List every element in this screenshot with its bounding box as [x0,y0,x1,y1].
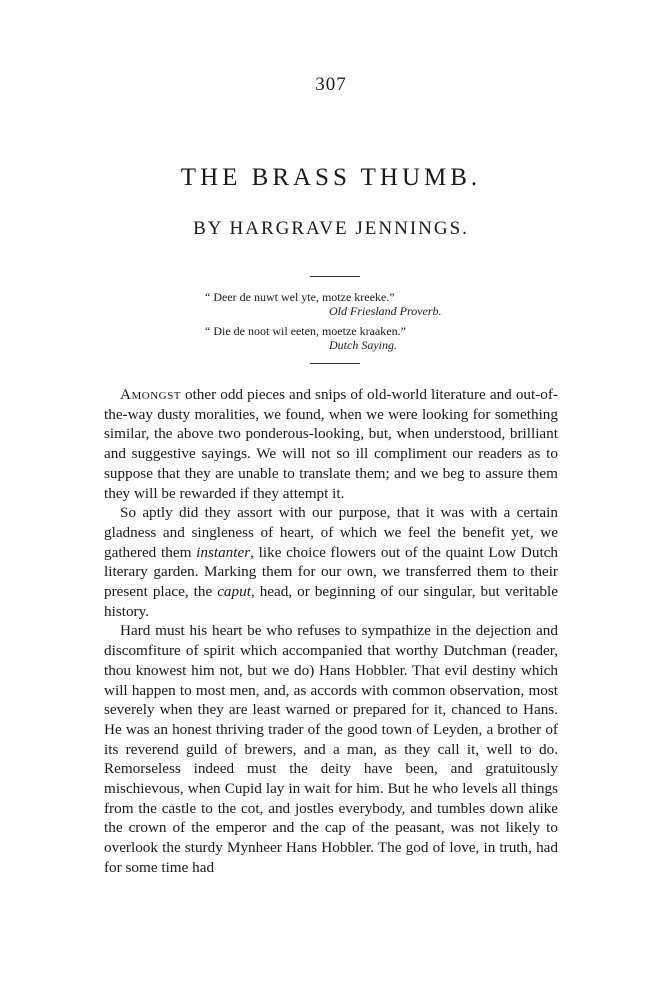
epigraph-1 [205,290,505,318]
article-body [104,385,558,878]
epigraph-quote: “ Die de noot wil eeten, moetze kraaken.” [205,324,406,338]
epigraph-source: Dutch Saying. [329,338,397,352]
epigraph-quote: “ Deer de nuwt wel yte, motze kreeke.” [205,290,395,304]
paragraph-text: , head, or beginning of our singular, but veritable history. [104,583,558,620]
paragraph-text: other odd pieces and snips of old-world literature and out-of-the-way dusty moralities, we found, when we were looking for something similar, the above two ponderous-looking, but, when understood, brilliant and suggestive sayings. We will not so ill compliment our readers as to suppose that they are unable to translate them; and we beg to assure them they will be rewarded if they attempt it. [104,386,558,502]
paragraph-3 [104,621,558,877]
paragraph-1 [104,385,558,503]
paragraph-2 [104,503,558,621]
divider-rule-top [310,276,360,277]
epigraph-source: Old Friesland Proverb. [329,304,442,318]
article-title: THE BRASS THUMB. [180,164,482,191]
paragraph-text: , like choice flowers out of the quaint Low Dutch literary garden. Marking them for our own, we transferred them to their present place, the [104,543,559,601]
lead-word: Amongst [120,386,181,403]
page-number: 307 [315,74,347,95]
italic-word: caput [217,583,251,601]
divider-rule-bottom [310,363,360,364]
epigraph-2 [205,324,505,352]
paragraph-text: Hard must his heart be who refuses to sympathize in the dejection and discomfiture of spirit which accompanied that worthy Dutchman (reader, thou knowest him not, but we do) Hans Hobbler. That evil destiny which will happen to most men, and, as accords with common observation, most severely when they are least warned or prepared for it, chanced to Hans. He was an honest thriving trader of the good town of Leyden, a brother of its reverend guild of brewers, and a man, as they call it, well to do. Remorseless indeed must the deity have been, and gratuitously mischievous, when Cupid lay in wait for him. But he who levels all things from the castle to the cot, and jostles everybody, and tumbles down alike the crown of the emperor and the cap of the peasant, was not likely to overlook the sturdy Mynheer Hans Hobbler. The god of love, in truth, had for some time had [104,622,558,876]
italic-word: instanter [196,543,251,561]
paragraph-text: So aptly did they assort with our purpose, that it was with a certain gladness and singleness of heart, of which we feel the benefit yet, we gathered them [104,504,558,561]
author-byline: BY HARGRAVE JENNINGS. [193,218,469,239]
